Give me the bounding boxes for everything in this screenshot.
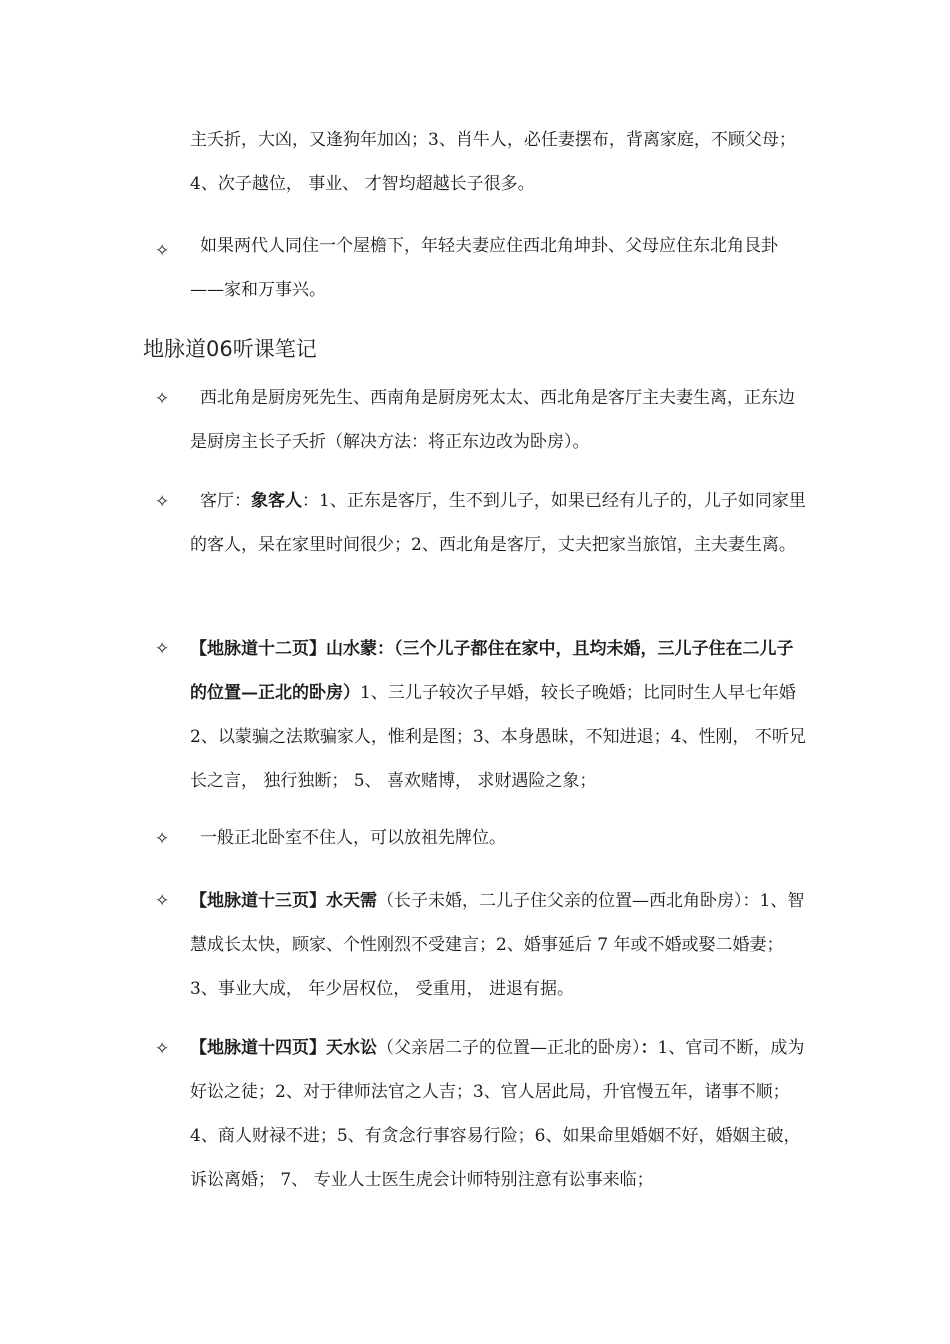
list-item-bold: 【地脉道十二页】山水蒙：（三个儿子都住在家中，且均未婚，三儿子住在二儿子的位置—正北的卧房）	[190, 639, 794, 703]
list-item-prefix: 客厅：	[200, 491, 251, 511]
diamond-bullet-icon: ✧	[155, 1039, 170, 1059]
continuation-line-1: 主夭折，大凶，又逢狗年加凶；3、肖牛人，必任妻摆布，背离家庭，不顾父母；	[190, 130, 796, 150]
list-item-text: 西北角是厨房死先生、西南角是厨房死太太、西北角是客厅主夫妻生离，正东边是厨房主长子夭折（解决方法：将正东边改为卧房）。	[190, 388, 795, 452]
list-item-text-2: 1、官司不断，成为好讼之徒；2、对于律师法官之人吉；3、官人居此局，升官慢五年，诸事不顺；4、商人财禄不进；5、有贪念行事容易行险；6、如果命里婚姻不好，婚姻主破， 诉讼离婚； 7、 专业人士医生虎会计师特别注意有讼事来临；	[190, 1038, 805, 1190]
diamond-bullet-icon: ✧	[155, 492, 170, 512]
diamond-bullet-icon: ✧	[155, 241, 170, 261]
list-item	[190, 479, 810, 567]
list-item-text: （长子未婚，二儿子住父亲的位置—西北角卧房）：1、智慧成长太快，顾家、个性刚烈不受建言；2、婚事延后 7 年或不婚或娶二婚妻； 3、事业大成， 年少居权位， 受重用， 进退有据。	[190, 891, 805, 999]
list-item-bold: 【地脉道十四页】天水讼	[190, 1038, 377, 1058]
list-item-bold: 象客人	[251, 491, 302, 511]
tip-paragraph	[190, 224, 810, 312]
list-item-text: （父亲居二子的位置—正北的卧房）	[377, 1038, 641, 1058]
diamond-bullet-icon: ✧	[155, 639, 170, 659]
list-item	[190, 376, 810, 464]
diamond-bullet-icon: ✧	[155, 829, 170, 849]
continuation-line-2: 4、次子越位， 事业、 才智均超越长子很多。	[190, 174, 535, 194]
list-item-bold: 【地脉道十三页】水天需	[190, 891, 377, 911]
list-item	[190, 1026, 810, 1202]
list-item-text: 1、三儿子较次子早婚，较长子晚婚；比同时生人早七年婚 2、以蒙骗之法欺骗家人，惟利是图；3、本身愚昧，不知进退；4、性刚， 不听兄长之言， 独行独断； 5、 喜欢赌博， 求财遇险之象；	[190, 683, 806, 791]
list-item	[190, 816, 810, 860]
continuation-paragraph	[190, 118, 810, 206]
section-heading: 地脉道06听课笔记	[143, 337, 317, 361]
list-item-bold-colon: ：	[640, 1038, 658, 1058]
diamond-bullet-icon: ✧	[155, 891, 170, 911]
list-item	[190, 879, 810, 1011]
list-item-text: ：1、正东是客厅，生不到儿子，如果已经有儿子的，儿子如同家里的客人，呆在家里时间很少；2、西北角是客厅，丈夫把家当旅馆，主夫妻生离。	[190, 491, 806, 555]
tip-text: 如果两代人同住一个屋檐下，年轻夫妻应住西北角坤卦、父母应住东北角艮卦——家和万事兴。	[190, 236, 778, 300]
diamond-bullet-icon: ✧	[155, 389, 170, 409]
list-item	[190, 627, 810, 803]
list-item-text: 一般正北卧室不住人，可以放祖先牌位。	[200, 828, 506, 848]
